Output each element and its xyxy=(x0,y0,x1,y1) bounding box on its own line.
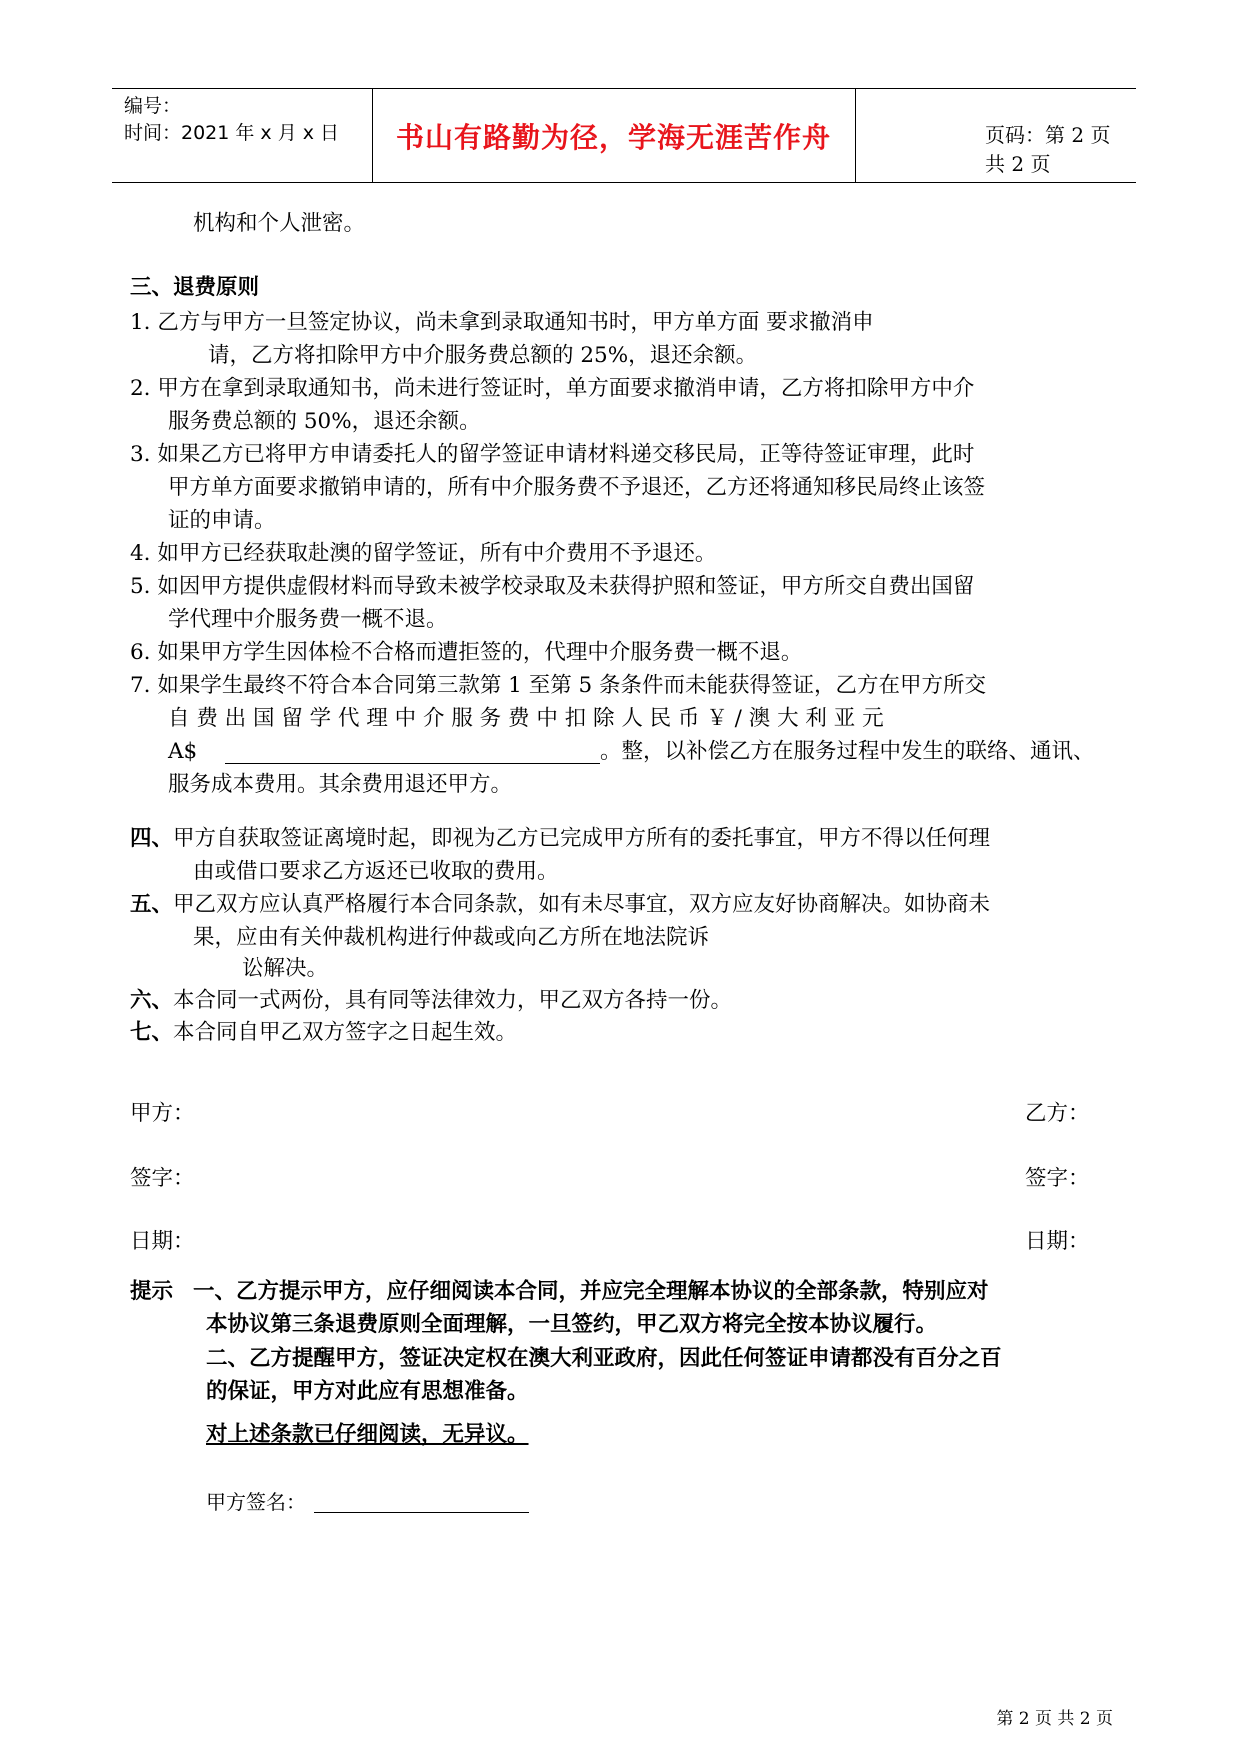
section-3-title: 三、退费原则 xyxy=(130,275,260,300)
section-7-text: 本合同自甲乙双方签字之日起生效。 xyxy=(173,1020,518,1045)
item-5-line-2: 学代理中介服务费一概不退。 xyxy=(168,607,448,632)
item-7-line-1: 7. 如果学生最终不符合本合同第三款第 1 至第 5 条条件而未能获得签证，乙方在甲方所交 xyxy=(130,673,987,698)
header-motto: 书山有路勤为径，学海无涯苦作舟 xyxy=(395,120,831,154)
section-4-line-1 xyxy=(130,823,990,855)
section-7 xyxy=(130,1017,517,1049)
section-5-text-1: 甲乙双方应认真严格履行本合同条款，如有未尽事宜，双方应友好协商解决。如协商未 xyxy=(173,892,991,917)
page-header xyxy=(112,88,1136,183)
section-6-text: 本合同一式两份，具有同等法律效力，甲乙双方各持一份。 xyxy=(173,988,733,1013)
party-a-signature-line xyxy=(314,1512,529,1513)
section-7-number: 七、 xyxy=(130,1020,174,1045)
item-5-line-1: 5. 如因甲方提供虚假材料而导致未被学校录取及未获得护照和签证，甲方所交自费出国留 xyxy=(130,574,975,599)
item-1-line-2: 请，乙方将扣除甲方中介服务费总额的 25%，退还余额。 xyxy=(208,343,758,368)
notice-line-1: 一、乙方提示甲方，应仔细阅读本合同，并应完全理解本协议的全部条款，特别应对 xyxy=(193,1279,989,1304)
sign-a-label: 签字： xyxy=(130,1166,195,1191)
item-7-line-4: 服务成本费用。其余费用退还甲方。 xyxy=(168,772,513,797)
section-5-line-2: 果，应由有关仲裁机构进行仲裁或向乙方所在地法院诉 xyxy=(193,925,710,950)
item-3-line-3: 证的申请。 xyxy=(168,508,276,533)
party-a-signature-label: 甲方签名： xyxy=(206,1490,306,1514)
item-2-line-2: 服务费总额的 50%，退还余额。 xyxy=(168,409,481,434)
section-4-number: 四、 xyxy=(130,826,174,851)
section-5-line-1 xyxy=(130,889,990,921)
date-b-label: 日期： xyxy=(1025,1229,1090,1254)
continued-line: 机构和个人泄密。 xyxy=(193,211,366,236)
header-time: 时间：2021 年 x 月 x 日 xyxy=(124,122,340,144)
item-1-line-1: 1. 乙方与甲方一旦签定协议，尚未拿到录取通知书时，甲方单方面 要求撤消申 xyxy=(130,310,874,335)
section-6-number: 六、 xyxy=(130,988,174,1013)
header-meta xyxy=(124,93,339,147)
notice-line-2: 本协议第三条退费原则全面理解，一旦签约，甲乙双方将完全按本协议履行。 xyxy=(206,1312,938,1337)
confirm-statement: 对上述条款已仔细阅读，无异议。 xyxy=(206,1422,529,1447)
section-4-line-2: 由或借口要求乙方返还已收取的费用。 xyxy=(193,859,559,884)
section-5-line-3: 讼解决。 xyxy=(242,956,329,981)
header-divider-2 xyxy=(855,89,856,182)
notice-label: 提示 xyxy=(130,1279,174,1304)
item-6: 6. 如果甲方学生因体检不合格而遭拒签的，代理中介服务费一概不退。 xyxy=(130,640,803,665)
item-3-line-1: 3. 如果乙方已将甲方申请委托人的留学签证申请材料递交移民局，正等待签证审理，此时 xyxy=(130,442,975,467)
section-5-number: 五、 xyxy=(130,892,174,917)
notice-line-4: 的保证，甲方对此应有思想准备。 xyxy=(206,1379,529,1404)
amount-blank-line xyxy=(225,763,600,764)
section-4-text-1: 甲方自获取签证离境时起，即视为乙方已完成甲方所有的委托事宜，甲方不得以任何理 xyxy=(173,826,991,851)
header-page-info: 页码：第 2 页 共 2 页 xyxy=(985,123,1111,176)
party-b-label: 乙方： xyxy=(1025,1101,1090,1126)
party-a-label: 甲方： xyxy=(130,1101,195,1126)
section-6 xyxy=(130,985,732,1017)
sign-b-label: 签字： xyxy=(1025,1166,1090,1191)
header-number: 编号： xyxy=(124,95,182,117)
item-2-line-1: 2. 甲方在拿到录取通知书，尚未进行签证时，单方面要求撤消申请，乙方将扣除甲方中介 xyxy=(130,376,975,401)
item-7-currency: A$ xyxy=(168,739,198,764)
notice-line-3: 二、乙方提醒甲方，签证决定权在澳大利亚政府，因此任何签证申请都没有百分之百 xyxy=(206,1346,1002,1371)
date-a-label: 日期： xyxy=(130,1229,195,1254)
item-3-line-2: 甲方单方面要求撤销申请的，所有中介服务费不予退还，乙方还将通知移民局终止该签 xyxy=(168,475,986,500)
item-7-line-2: 自 费 出 国 留 学 代 理 中 介 服 务 费 中 扣 除 人 民 币 ￥ / 澳 大 利 亚 元 xyxy=(168,706,884,731)
item-7-line-3: 。整，以补偿乙方在服务过程中发生的联络、通讯、 xyxy=(600,739,1095,764)
footer-page-number: 第 2 页 共 2 页 xyxy=(996,1709,1113,1729)
item-4: 4. 如甲方已经获取赴澳的留学签证，所有中介费用不予退还。 xyxy=(130,541,717,566)
